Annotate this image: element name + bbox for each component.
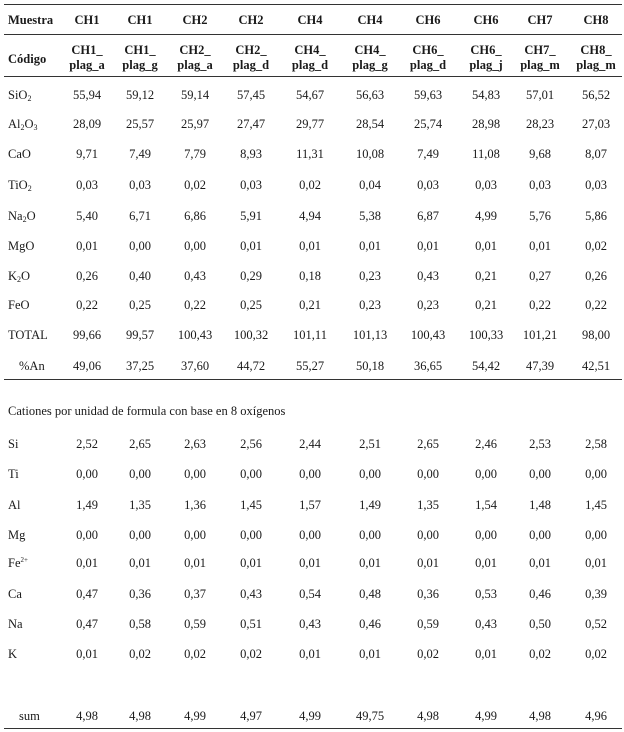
table-cell: 0,03 — [585, 178, 607, 192]
table-cell: 0,18 — [299, 269, 321, 283]
table-cell: 28,09 — [72, 117, 102, 131]
table-cell: 0,59 — [184, 617, 206, 631]
table-cell: 0,43 — [475, 617, 497, 631]
cation-label: Ca — [8, 587, 22, 601]
oxide-label: MgO — [8, 239, 35, 253]
table-cell: 0,02 — [184, 178, 206, 192]
table-cell: 0,00 — [359, 528, 381, 542]
codigo-header: CH6_ — [412, 43, 444, 57]
table-cell: 0,26 — [76, 269, 98, 283]
table-cell: 0,59 — [417, 617, 439, 631]
table-cell: 28,54 — [355, 117, 385, 131]
table-cell: 5,76 — [529, 209, 551, 223]
table-cell: 0,04 — [359, 178, 381, 192]
table-cell: 0,25 — [129, 298, 151, 312]
table-cell: 0,00 — [184, 467, 206, 481]
table-cell: 0,01 — [475, 239, 497, 253]
table-cell: 7,49 — [417, 147, 439, 161]
column-header: CH8 — [583, 13, 609, 27]
table-cell: 0,50 — [529, 617, 551, 631]
table-cell: 0,02 — [129, 647, 151, 661]
table-cell: 1,48 — [529, 498, 551, 512]
table-cell: 42,51 — [581, 359, 611, 373]
table-cell: 2,58 — [585, 437, 607, 451]
oxide-label: CaO — [8, 147, 31, 161]
table-cell: 25,74 — [413, 117, 443, 131]
table-cell: 49,06 — [72, 359, 102, 373]
table-cell: 0,00 — [184, 239, 206, 253]
table-cell: 56,52 — [581, 88, 611, 102]
table-cell: 2,63 — [184, 437, 206, 451]
table-cell: 0,47 — [76, 617, 98, 631]
table-cell: 100,32 — [233, 328, 269, 342]
table-cell: 0,43 — [240, 587, 262, 601]
header-divider — [4, 34, 622, 35]
table-cell: 0,25 — [240, 298, 262, 312]
table-cell: 2,53 — [529, 437, 551, 451]
table-cell: 99,66 — [72, 328, 102, 342]
table-cell: 0,03 — [529, 178, 551, 192]
table-cell: 2,46 — [475, 437, 497, 451]
table-cell: 0,39 — [585, 587, 607, 601]
column-header: CH7 — [527, 13, 553, 27]
table-cell: 0,00 — [585, 528, 607, 542]
table-cell: 4,96 — [585, 709, 607, 723]
table-cell: 4,99 — [475, 709, 497, 723]
table-cell: 100,33 — [468, 328, 504, 342]
table-cell: 0,23 — [359, 269, 381, 283]
table-cell: 2,65 — [417, 437, 439, 451]
column-header: CH4 — [297, 13, 323, 27]
table-cell: 4,98 — [129, 709, 151, 723]
table-cell: 0,22 — [76, 298, 98, 312]
table-cell: 0,43 — [417, 269, 439, 283]
column-header: CH1 — [74, 13, 100, 27]
table-cell: 55,27 — [295, 359, 325, 373]
table-cell: 1,35 — [129, 498, 151, 512]
table-cell: 0,22 — [184, 298, 206, 312]
codigo-header: plag_a — [69, 58, 105, 72]
table-cell: 0,01 — [359, 647, 381, 661]
cation-label: Al — [8, 498, 21, 512]
cation-label: Ti — [8, 467, 19, 481]
table-cell: 100,43 — [177, 328, 213, 342]
table-cell: 0,00 — [475, 528, 497, 542]
cation-label: K — [8, 647, 18, 661]
table-cell: 59,14 — [180, 88, 210, 102]
table-cell: 2,52 — [76, 437, 98, 451]
table-cell: 0,36 — [129, 587, 151, 601]
table-cell: 8,93 — [240, 147, 262, 161]
table-cell: 47,39 — [525, 359, 555, 373]
table-cell: 0,00 — [240, 467, 262, 481]
table-cell: 100,43 — [410, 328, 446, 342]
table-cell: 0,00 — [585, 467, 607, 481]
table-cell: 7,49 — [129, 147, 151, 161]
table-cell: 54,42 — [471, 359, 501, 373]
table-cell: 0,01 — [529, 239, 551, 253]
table-cell: 101,11 — [293, 328, 327, 342]
sum-label: sum — [19, 709, 40, 723]
codigo-header: CH4_ — [294, 43, 326, 57]
codigo-label: Código — [8, 52, 47, 66]
table-cell: 0,00 — [76, 467, 98, 481]
table-cell: 0,36 — [417, 587, 439, 601]
table-cell: 0,01 — [240, 556, 262, 570]
column-header: CH2 — [182, 13, 208, 27]
table-cell: 0,00 — [417, 467, 439, 481]
table-cell: 9,71 — [76, 147, 98, 161]
table-cell: 0,21 — [475, 269, 497, 283]
table-cell: 0,02 — [585, 239, 607, 253]
table-cell: 37,25 — [125, 359, 155, 373]
table-cell: 2,51 — [359, 437, 381, 451]
table-cell: 0,27 — [529, 269, 551, 283]
table-cell: 0,02 — [240, 647, 262, 661]
table-cell: 25,97 — [180, 117, 210, 131]
table-cell: 4,99 — [299, 709, 321, 723]
table-cell: 2,65 — [129, 437, 151, 451]
table-cell: 5,86 — [585, 209, 607, 223]
codigo-header: plag_d — [232, 58, 270, 72]
table-cell: 0,01 — [129, 556, 151, 570]
table-cell: 4,99 — [475, 209, 497, 223]
table-cell: 4,98 — [417, 709, 439, 723]
codigo-header: CH1_ — [124, 43, 156, 57]
table-cell: 0,58 — [129, 617, 151, 631]
table-cell: 0,00 — [417, 528, 439, 542]
table-cell: 0,21 — [299, 298, 321, 312]
table-cell: 4,97 — [240, 709, 262, 723]
column-header: CH4 — [357, 13, 383, 27]
table-cell: 0,00 — [299, 528, 321, 542]
oxide-label: %An — [19, 359, 45, 373]
codigo-header: CH2_ — [235, 43, 267, 57]
table-cell: 1,57 — [299, 498, 321, 512]
codigo-header: plag_m — [520, 58, 560, 72]
cation-label: Na — [8, 617, 23, 631]
table-cell: 0,01 — [359, 239, 381, 253]
table-cell: 36,65 — [413, 359, 443, 373]
table-cell: 0,01 — [76, 556, 98, 570]
table-cell: 0,02 — [529, 647, 551, 661]
table-cell: 0,52 — [585, 617, 607, 631]
cations-title: Cationes por unidad de formula con base en 8 oxígenos — [8, 404, 286, 418]
table-cell: 0,01 — [585, 556, 607, 570]
table-cell: 27,47 — [236, 117, 266, 131]
table-cell: 1,54 — [475, 498, 497, 512]
table-cell: 4,99 — [184, 709, 206, 723]
table-cell: 0,51 — [240, 617, 262, 631]
oxide-label: $K_2O$ — [8, 269, 31, 284]
column-header: CH2 — [238, 13, 264, 27]
codigo-divider — [4, 76, 622, 77]
table-cell: 0,01 — [475, 556, 497, 570]
table-cell: 0,01 — [359, 556, 381, 570]
table-cell: 0,01 — [529, 556, 551, 570]
codigo-header: CH1_ — [71, 43, 103, 57]
table-cell: 2,44 — [299, 437, 321, 451]
codigo-header: plag_d — [291, 58, 329, 72]
table-cell: 0,03 — [240, 178, 262, 192]
cation-label: Mg — [8, 528, 26, 542]
table-cell: 0,26 — [585, 269, 607, 283]
table-cell: 0,00 — [529, 467, 551, 481]
table-cell: 28,98 — [471, 117, 501, 131]
table-cell: 0,21 — [475, 298, 497, 312]
table-cell: 8,07 — [585, 147, 607, 161]
column-header: CH6 — [473, 13, 499, 27]
table-cell: 0,22 — [585, 298, 607, 312]
table-cell: 5,91 — [240, 209, 262, 223]
codigo-header: CH2_ — [179, 43, 211, 57]
codigo-header: plag_g — [122, 58, 158, 72]
table-cell: 0,47 — [76, 587, 98, 601]
table-cell: 0,02 — [417, 647, 439, 661]
oxide-label: TiO$_2$ — [8, 178, 32, 193]
table-cell: 6,71 — [129, 209, 151, 223]
table-cell: 59,12 — [125, 88, 155, 102]
oxide-label: FeO — [8, 298, 30, 312]
codigo-header: CH4_ — [354, 43, 386, 57]
table-cell: 0,01 — [240, 239, 262, 253]
table-cell: 0,23 — [359, 298, 381, 312]
codigo-header: plag_g — [352, 58, 388, 72]
table-cell: 0,00 — [129, 528, 151, 542]
table-cell: 0,00 — [76, 528, 98, 542]
table-cell: 4,98 — [529, 709, 551, 723]
table-cell: 6,87 — [417, 209, 439, 223]
column-header: CH6 — [415, 13, 441, 27]
table-cell: 0,01 — [76, 239, 98, 253]
table-cell: 1,49 — [359, 498, 381, 512]
codigo-header: plag_m — [576, 58, 616, 72]
codigo-header: plag_d — [409, 58, 447, 72]
table-top-rule — [4, 4, 622, 5]
table-cell: 57,45 — [236, 88, 266, 102]
table-cell: 0,53 — [475, 587, 497, 601]
table-cell: 98,00 — [581, 328, 611, 342]
table-cell: 54,67 — [295, 88, 325, 102]
table-cell: 9,68 — [529, 147, 551, 161]
table-cell: 101,13 — [352, 328, 388, 342]
table-cell: 0,00 — [240, 528, 262, 542]
table-cell: 0,23 — [417, 298, 439, 312]
codigo-header: plag_a — [177, 58, 213, 72]
table-cell: 0,01 — [475, 647, 497, 661]
table-cell: 5,38 — [359, 209, 381, 223]
table-cell: 1,36 — [184, 498, 206, 512]
cation-label: Si — [8, 437, 19, 451]
table-cell: 0,00 — [359, 467, 381, 481]
table-cell: 0,01 — [299, 556, 321, 570]
table-cell: 6,86 — [184, 209, 206, 223]
table-cell: 0,43 — [299, 617, 321, 631]
table-cell: 0,01 — [299, 647, 321, 661]
table-cell: 0,22 — [529, 298, 551, 312]
table-cell: 0,00 — [299, 467, 321, 481]
table-cell: 28,23 — [525, 117, 555, 131]
table-cell: 0,46 — [529, 587, 551, 601]
table-cell: 2,56 — [240, 437, 262, 451]
codigo-header: plag_j — [469, 58, 503, 72]
table-cell: 4,98 — [76, 709, 98, 723]
table-cell: 55,94 — [72, 88, 102, 102]
table-cell: 0,03 — [76, 178, 98, 192]
table-bottom-rule — [4, 728, 622, 729]
table-cell: 49,75 — [355, 709, 385, 723]
table-cell: 0,48 — [359, 587, 381, 601]
table-cell: 4,94 — [299, 209, 321, 223]
table-cell: 0,02 — [585, 647, 607, 661]
table-cell: 0,29 — [240, 269, 262, 283]
table-cell: 25,57 — [125, 117, 155, 131]
table-cell: 0,03 — [129, 178, 151, 192]
table-cell: 0,54 — [299, 587, 321, 601]
oxide-label: $Na_2O$ — [8, 209, 36, 224]
table-cell: 1,45 — [585, 498, 607, 512]
table-cell: 50,18 — [355, 359, 385, 373]
table-cell: 7,79 — [184, 147, 206, 161]
table-cell: 54,83 — [471, 88, 501, 102]
table-cell: 0,01 — [299, 239, 321, 253]
codigo-header: CH6_ — [470, 43, 502, 57]
table-cell: 0,02 — [184, 647, 206, 661]
table-cell: 0,00 — [129, 467, 151, 481]
oxide-label: $Al_2O_3$ — [8, 117, 38, 132]
table-cell: 1,49 — [76, 498, 98, 512]
table-cell: 0,43 — [184, 269, 206, 283]
table-cell: 11,08 — [472, 147, 500, 161]
oxide-label: TOTAL — [8, 328, 48, 342]
table-cell: 5,40 — [76, 209, 98, 223]
column-header: CH1 — [127, 13, 153, 27]
table-cell: 0,00 — [129, 239, 151, 253]
table-cell: 59,63 — [413, 88, 443, 102]
table-cell: 27,03 — [581, 117, 611, 131]
muestra-label: Muestra — [8, 13, 54, 27]
table-cell: 0,01 — [76, 647, 98, 661]
table-cell: 0,01 — [184, 556, 206, 570]
table-cell: 0,03 — [417, 178, 439, 192]
table-cell: 0,02 — [299, 178, 321, 192]
cation-label: $Fe^{2+}$ — [8, 556, 28, 570]
table-cell: 0,37 — [184, 587, 206, 601]
table-cell: 10,08 — [355, 147, 385, 161]
table-cell: 11,31 — [296, 147, 324, 161]
table-cell: 0,00 — [184, 528, 206, 542]
table-cell: 29,77 — [295, 117, 325, 131]
table-cell: 1,35 — [417, 498, 439, 512]
oxide-label: SiO$_2$ — [8, 88, 32, 103]
table-cell: 44,72 — [236, 359, 266, 373]
codigo-header: CH8_ — [580, 43, 612, 57]
table-cell: 1,45 — [240, 498, 262, 512]
oxides-divider — [4, 379, 622, 380]
table-cell: 0,01 — [417, 239, 439, 253]
table-cell: 0,01 — [417, 556, 439, 570]
table-cell: 56,63 — [355, 88, 385, 102]
table-cell: 0,03 — [475, 178, 497, 192]
table-cell: 57,01 — [525, 88, 555, 102]
codigo-header: CH7_ — [524, 43, 556, 57]
table-cell: 99,57 — [125, 328, 155, 342]
table-cell: 0,00 — [475, 467, 497, 481]
table-cell: 0,00 — [529, 528, 551, 542]
table-cell: 0,46 — [359, 617, 381, 631]
table-cell: 37,60 — [180, 359, 210, 373]
table-cell: 0,40 — [129, 269, 151, 283]
table-cell: 101,21 — [522, 328, 558, 342]
